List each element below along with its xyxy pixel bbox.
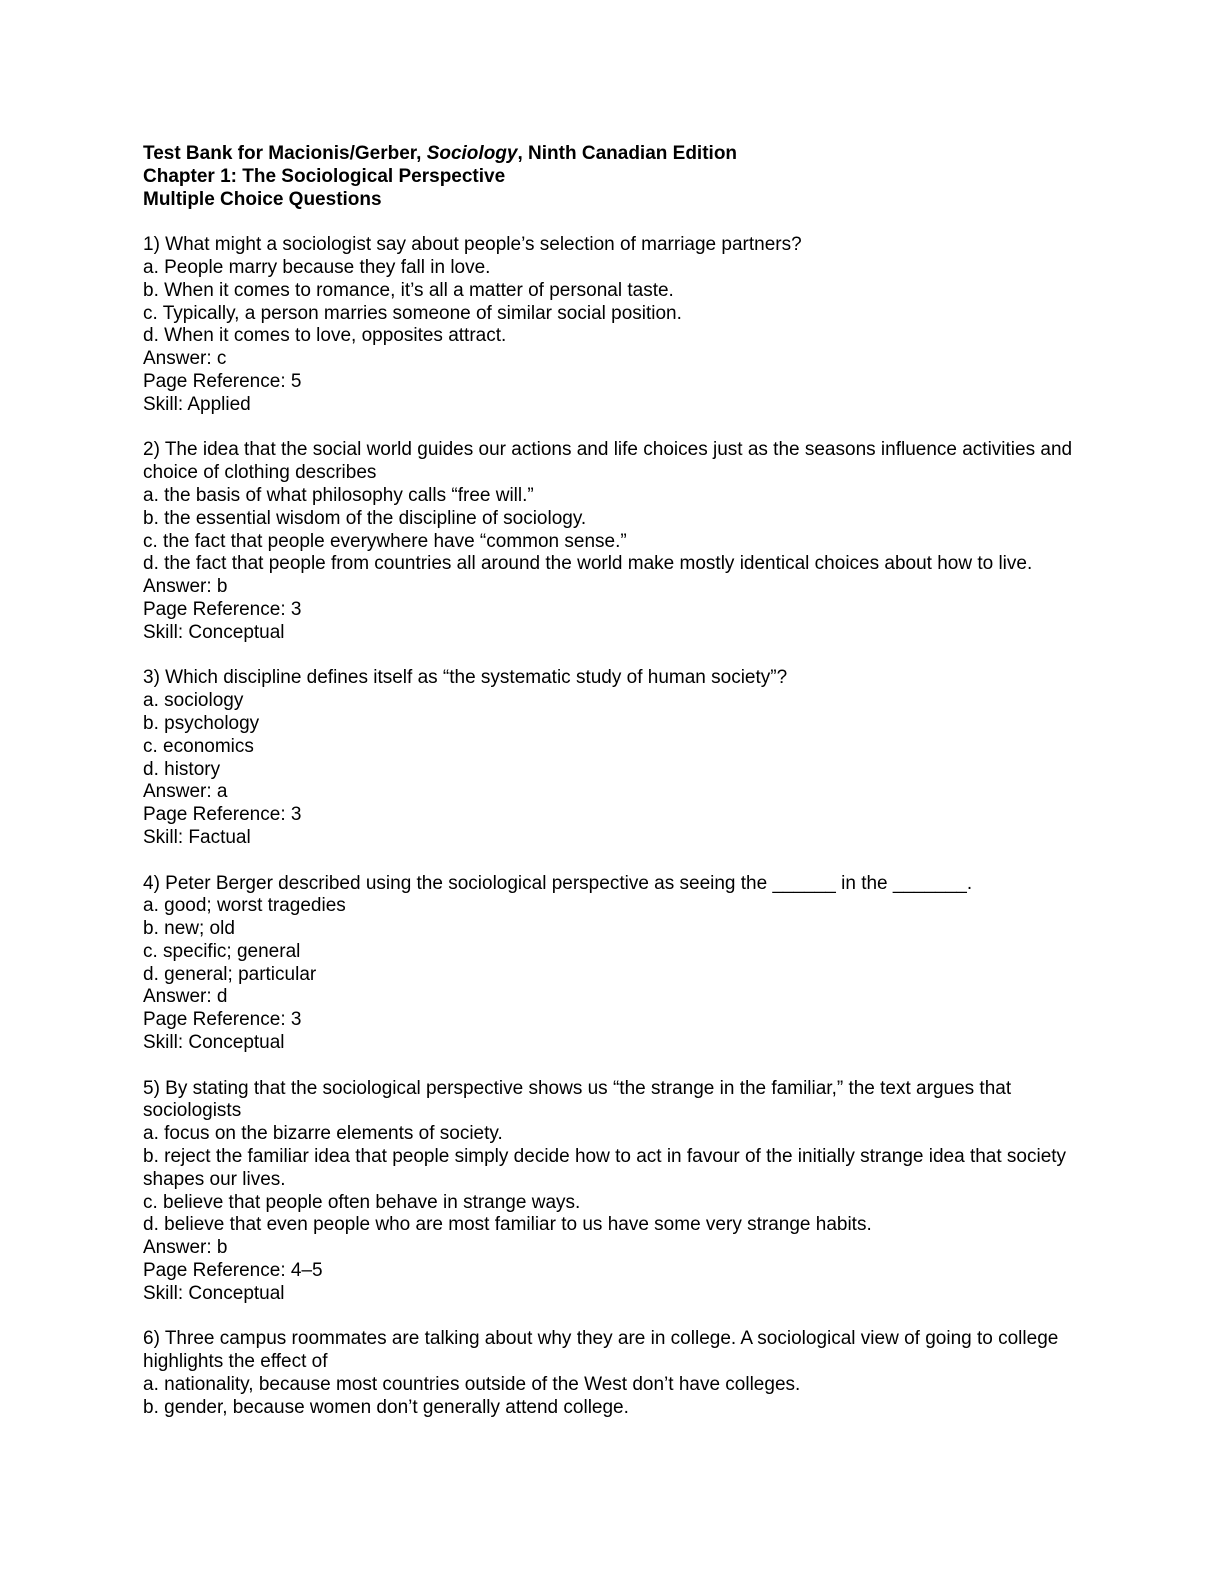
question-2	[143, 439, 1083, 644]
chapter-heading: Chapter 1: The Sociological Perspective	[143, 165, 506, 187]
answer: Answer: b	[143, 576, 228, 598]
option-a: a. good; worst tragedies	[143, 895, 346, 917]
option-c: c. economics	[143, 735, 254, 757]
page-reference: Page Reference: 4–5	[143, 1260, 323, 1282]
option-c: c. specific; general	[143, 940, 301, 962]
question-4	[143, 873, 1083, 1055]
question-6	[143, 1328, 1083, 1419]
document-title	[143, 143, 1083, 166]
title-book-name: Sociology	[426, 143, 518, 164]
option-c: c. believe that people often behave in strange ways.	[143, 1191, 581, 1213]
option-b: b. the essential wisdom of the discipline of sociology.	[143, 507, 587, 529]
question-stem: 5) By stating that the sociological perspective shows us “the strange in the familiar,” the text argues that sociologists	[143, 1077, 1012, 1122]
answer: Answer: a	[143, 781, 228, 803]
question-5	[143, 1078, 1083, 1306]
question-3	[143, 667, 1083, 849]
option-a: a. focus on the bizarre elements of society.	[143, 1123, 503, 1145]
option-d: d. general; particular	[143, 963, 317, 985]
page-reference: Page Reference: 3	[143, 1009, 302, 1031]
option-d: d. believe that even people who are most familiar to us have some very strange habits.	[143, 1214, 872, 1236]
option-b: b. reject the familiar idea that people simply decide how to act in favour of the initially strange idea that society shapes our lives.	[143, 1146, 1067, 1190]
option-b: b. new; old	[143, 918, 235, 940]
skill: Skill: Factual	[143, 826, 251, 848]
answer: Answer: c	[143, 348, 227, 370]
question-stem: 1) What might a sociologist say about people’s selection of marriage partners?	[143, 234, 802, 256]
skill: Skill: Applied	[143, 393, 251, 415]
option-c: c. Typically, a person marries someone of similar social position.	[143, 302, 682, 324]
answer: Answer: b	[143, 1237, 228, 1259]
option-b: b. When it comes to romance, it’s all a matter of personal taste.	[143, 279, 674, 301]
question-stem: 3) Which discipline defines itself as “the systematic study of human society”?	[143, 667, 788, 689]
option-b: b. psychology	[143, 712, 260, 734]
option-a: a. People marry because they fall in love.	[143, 256, 491, 278]
section-heading: Multiple Choice Questions	[143, 188, 382, 210]
option-a: a. nationality, because most countries outside of the West don’t have colleges.	[143, 1374, 801, 1396]
option-d: d. history	[143, 758, 221, 780]
document-page	[143, 143, 1083, 1420]
option-d: d. the fact that people from countries all around the world make mostly identical choices about how to live.	[143, 553, 1033, 575]
question-stem: 4) Peter Berger described using the sociological perspective as seeing the ______ in the _______.	[143, 872, 973, 894]
option-b: b. gender, because women don’t generally attend college.	[143, 1396, 629, 1418]
option-d: d. When it comes to love, opposites attract.	[143, 325, 507, 347]
title-suffix: , Ninth Canadian Edition	[517, 143, 738, 164]
question-1	[143, 234, 1083, 416]
page-reference: Page Reference: 5	[143, 370, 302, 392]
page-reference: Page Reference: 3	[143, 598, 302, 620]
option-a: a. the basis of what philosophy calls “free will.”	[143, 484, 534, 506]
option-c: c. the fact that people everywhere have “common sense.”	[143, 530, 627, 552]
skill: Skill: Conceptual	[143, 621, 285, 643]
title-prefix: Test Bank for Macionis/Gerber,	[143, 143, 427, 164]
question-stem: 6) Three campus roommates are talking about why they are in college. A sociological view of going to college highlights the effect of	[143, 1328, 1059, 1373]
option-a: a. sociology	[143, 690, 244, 712]
skill: Skill: Conceptual	[143, 1282, 285, 1304]
question-stem: 2) The idea that the social world guides our actions and life choices just as the seasons influence activities and choice of clothing describes	[143, 439, 1073, 484]
page-reference: Page Reference: 3	[143, 804, 302, 826]
answer: Answer: d	[143, 986, 228, 1008]
skill: Skill: Conceptual	[143, 1032, 285, 1054]
